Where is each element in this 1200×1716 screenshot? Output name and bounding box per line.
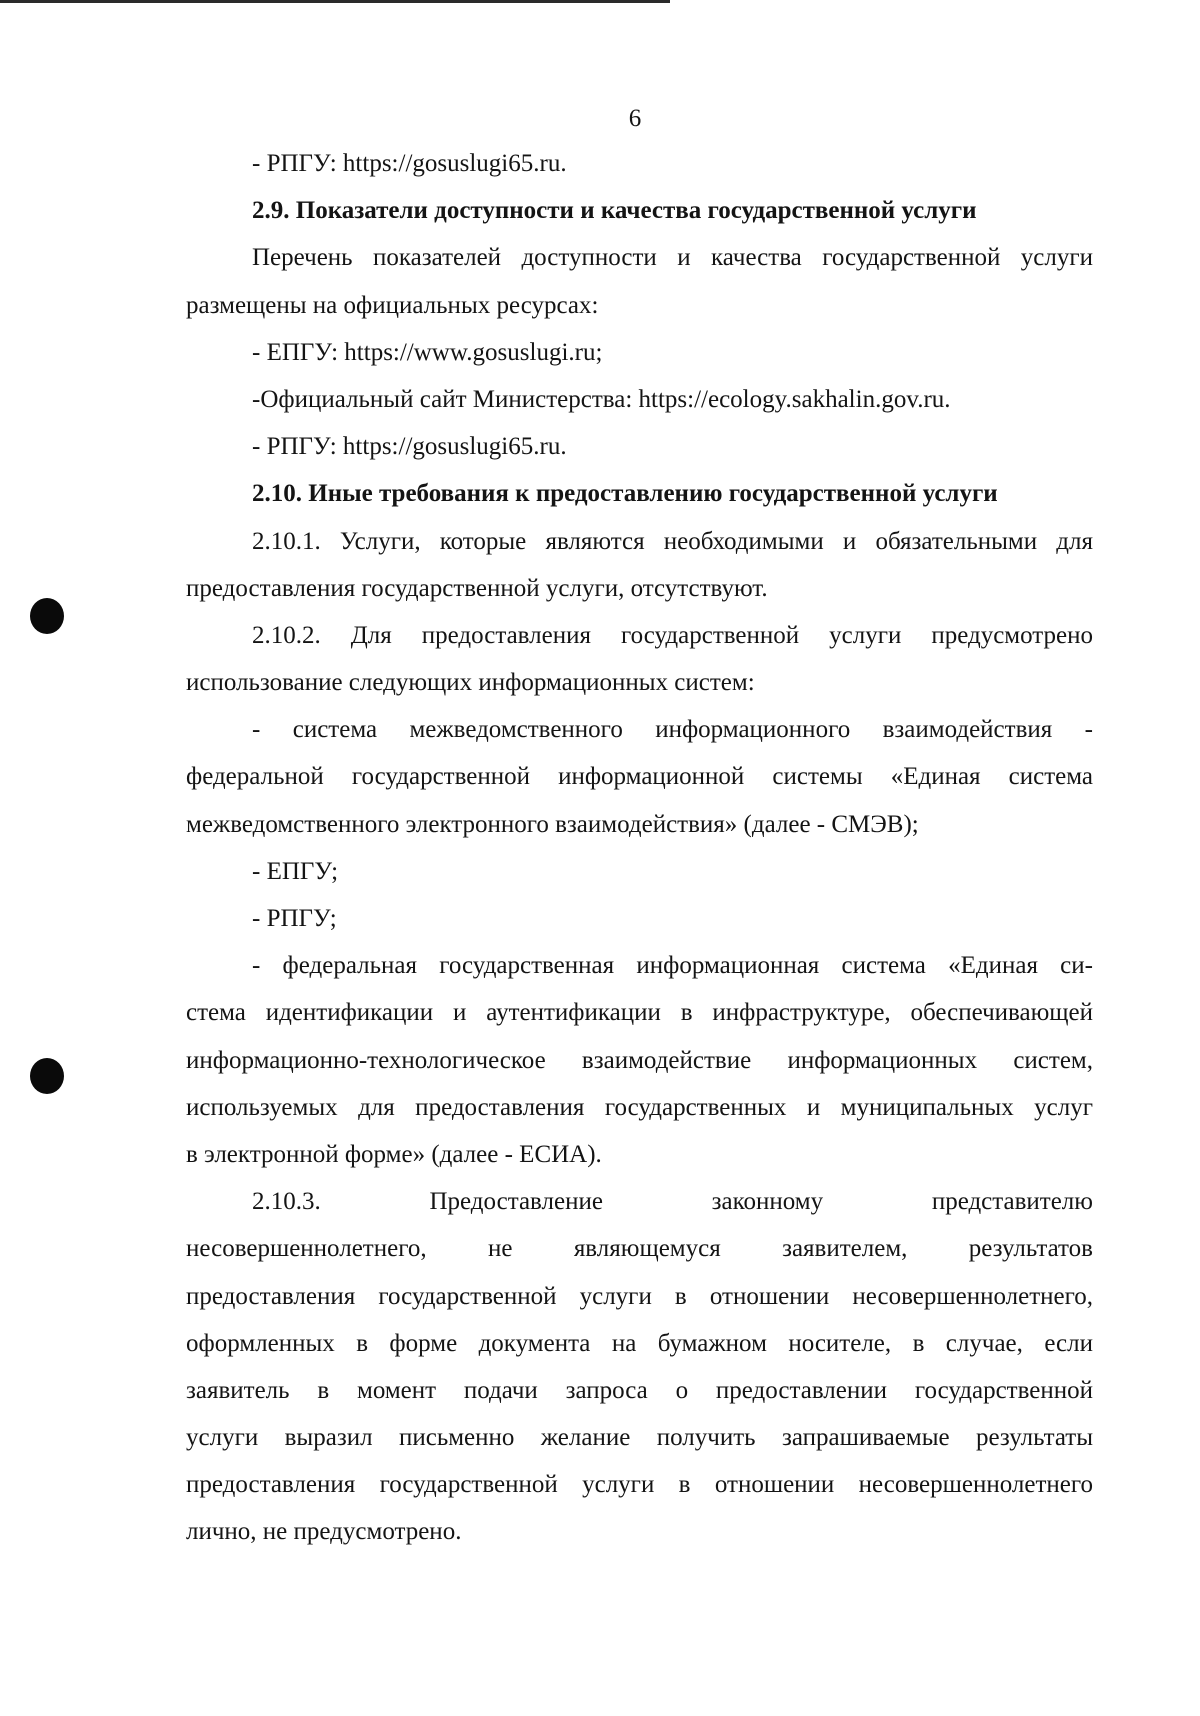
paragraph-line: предоставления государственной услуги, отсутствуют.: [186, 574, 768, 602]
paragraph-line: предоставления государственной услуги в отношении несовершеннолетнего: [186, 1471, 1093, 1499]
list-item-rpgu-short: - РПГУ;: [252, 905, 337, 932]
text-line-rpgu-link: - РПГУ: https://gosuslugi65.ru.: [252, 150, 567, 177]
paragraph-line: межведомственного электронного взаимодействия» (далее - СМЭВ);: [186, 810, 919, 838]
word: Предоставление: [429, 1188, 603, 1216]
document-body: [186, 140, 1093, 1556]
paragraph-line: использование следующих информационных систем:: [186, 669, 755, 697]
section-heading-2-10: 2.10. Иные требования к предоставлению государственной услуги: [252, 480, 998, 508]
page-number: 6: [628, 105, 642, 132]
list-item-epgu: - ЕПГУ: https://www.gosuslugi.ru;: [252, 338, 603, 366]
binder-punch-hole: [30, 598, 64, 634]
word: не: [487, 1235, 513, 1263]
scan-top-border: [0, 0, 670, 3]
paragraph-line: стема идентификации и аутентификации в инфраструктуре, обеспечивающей: [186, 999, 1093, 1027]
word: представителю: [931, 1188, 1093, 1216]
word: несовершеннолетнего,: [186, 1235, 427, 1263]
list-item-ministry-site: -Официальный сайт Министерства: https://ecology.sakhalin.gov.ru.: [252, 385, 951, 413]
paragraph-line: предоставления государственной услуги в отношении несовершеннолетнего,: [186, 1282, 1093, 1310]
paragraph-line: Перечень показателей доступности и качества государственной услуги: [252, 244, 1093, 272]
paragraph-line: информационно-технологическое взаимодействие информационных систем,: [186, 1046, 1093, 1074]
list-item-rpgu: - РПГУ: https://gosuslugi65.ru.: [252, 433, 567, 461]
list-item-smev: - система межведомственного информационного взаимодействия -: [252, 716, 1093, 744]
list-item-epgu-short: - ЕПГУ;: [252, 857, 339, 885]
paragraph-line: 2.10.2. Для предоставления государственной услуги предусмотрено: [252, 621, 1093, 649]
paragraph-line: в электронной форме» (далее - ЕСИА).: [186, 1140, 602, 1168]
word: заявителем,: [782, 1235, 908, 1263]
paragraph-line: [186, 1225, 1093, 1272]
paragraph-line: используемых для предоставления государственных и муниципальных услуг: [186, 1093, 1093, 1121]
word: законному: [711, 1188, 824, 1216]
paragraph-line: оформленных в форме документа на бумажном носителе, в случае, если: [186, 1329, 1093, 1357]
binder-punch-hole: [30, 1058, 64, 1094]
paragraph-line: федеральной государственной информационной системы «Единая система: [186, 763, 1093, 791]
word: 2.10.3.: [252, 1188, 321, 1216]
paragraph-line: лично, не предусмотрено.: [186, 1518, 462, 1546]
paragraph-line: услуги выразил письменно желание получить запрашиваемые результаты: [186, 1424, 1093, 1452]
word: являющемуся: [573, 1235, 721, 1263]
section-heading-2-9: 2.9. Показатели доступности и качества государственной услуги: [252, 197, 977, 225]
paragraph-line: 2.10.1. Услуги, которые являются необходимыми и обязательными для: [252, 527, 1093, 555]
paragraph-line-2-10-3: [186, 1178, 1093, 1225]
word: результатов: [968, 1235, 1093, 1263]
list-item-esia: - федеральная государственная информационная система «Единая си-: [252, 952, 1093, 980]
paragraph-line: заявитель в момент подачи запроса о предоставлении государственной: [186, 1376, 1093, 1404]
paragraph-line: размещены на официальных ресурсах:: [186, 291, 599, 319]
